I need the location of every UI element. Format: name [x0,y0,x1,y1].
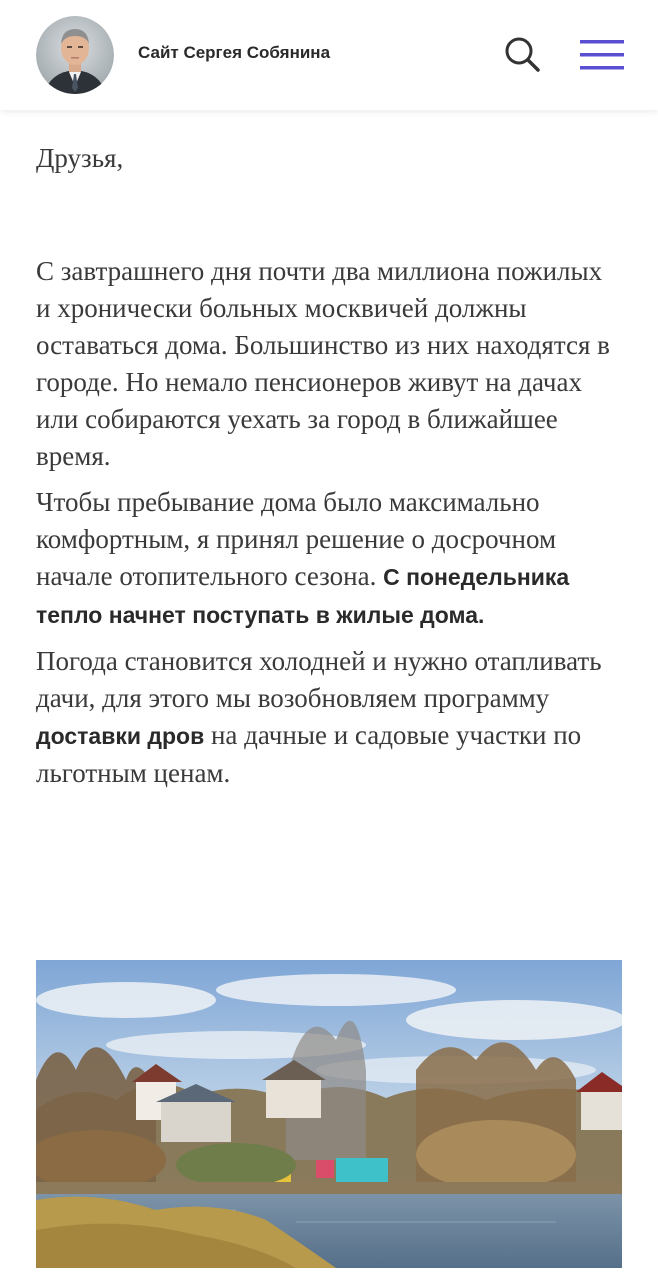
paragraph-2-text: Чтобы пребывание дома было максимально комфортным, я принял решение о досрочном начале отопительного сезона. [36,487,557,591]
article-paragraph-3 [36,643,622,792]
menu-button[interactable] [580,38,624,72]
search-icon [502,34,542,74]
avatar-photo [36,16,114,94]
paragraph-3-bold: доставки дров [36,723,205,749]
site-title[interactable]: Сайт Сергея Собянина [138,43,331,62]
village-lake-photo [36,960,622,1268]
article-body [36,140,622,801]
article-greeting: Друзья, [36,143,124,173]
avatar[interactable] [36,16,114,94]
hamburger-menu-icon [580,38,624,72]
article-paragraph-1: С завтрашнего дня почти два миллиона пожилых и хронически больных москвичей должны оставаться дома. Большинство из них находятся в городе. Но немало пенсионеров живут на дачах или собираются уехать за город в ближайшее время. [36,256,610,471]
article-photo [36,960,622,1268]
search-button[interactable] [502,34,542,74]
paragraph-2-bold: С понедельника тепло начнет поступать в жилые дома. [36,564,570,628]
article-paragraph-2 [36,484,622,634]
paragraph-3-text-before: Погода становится холодней и нужно отапливать дачи, для этого мы возобновляем программу [36,646,602,713]
site-header [0,0,658,110]
paragraph-3-text-after: на дачные и садовые участки по льготным ценам. [36,720,582,788]
